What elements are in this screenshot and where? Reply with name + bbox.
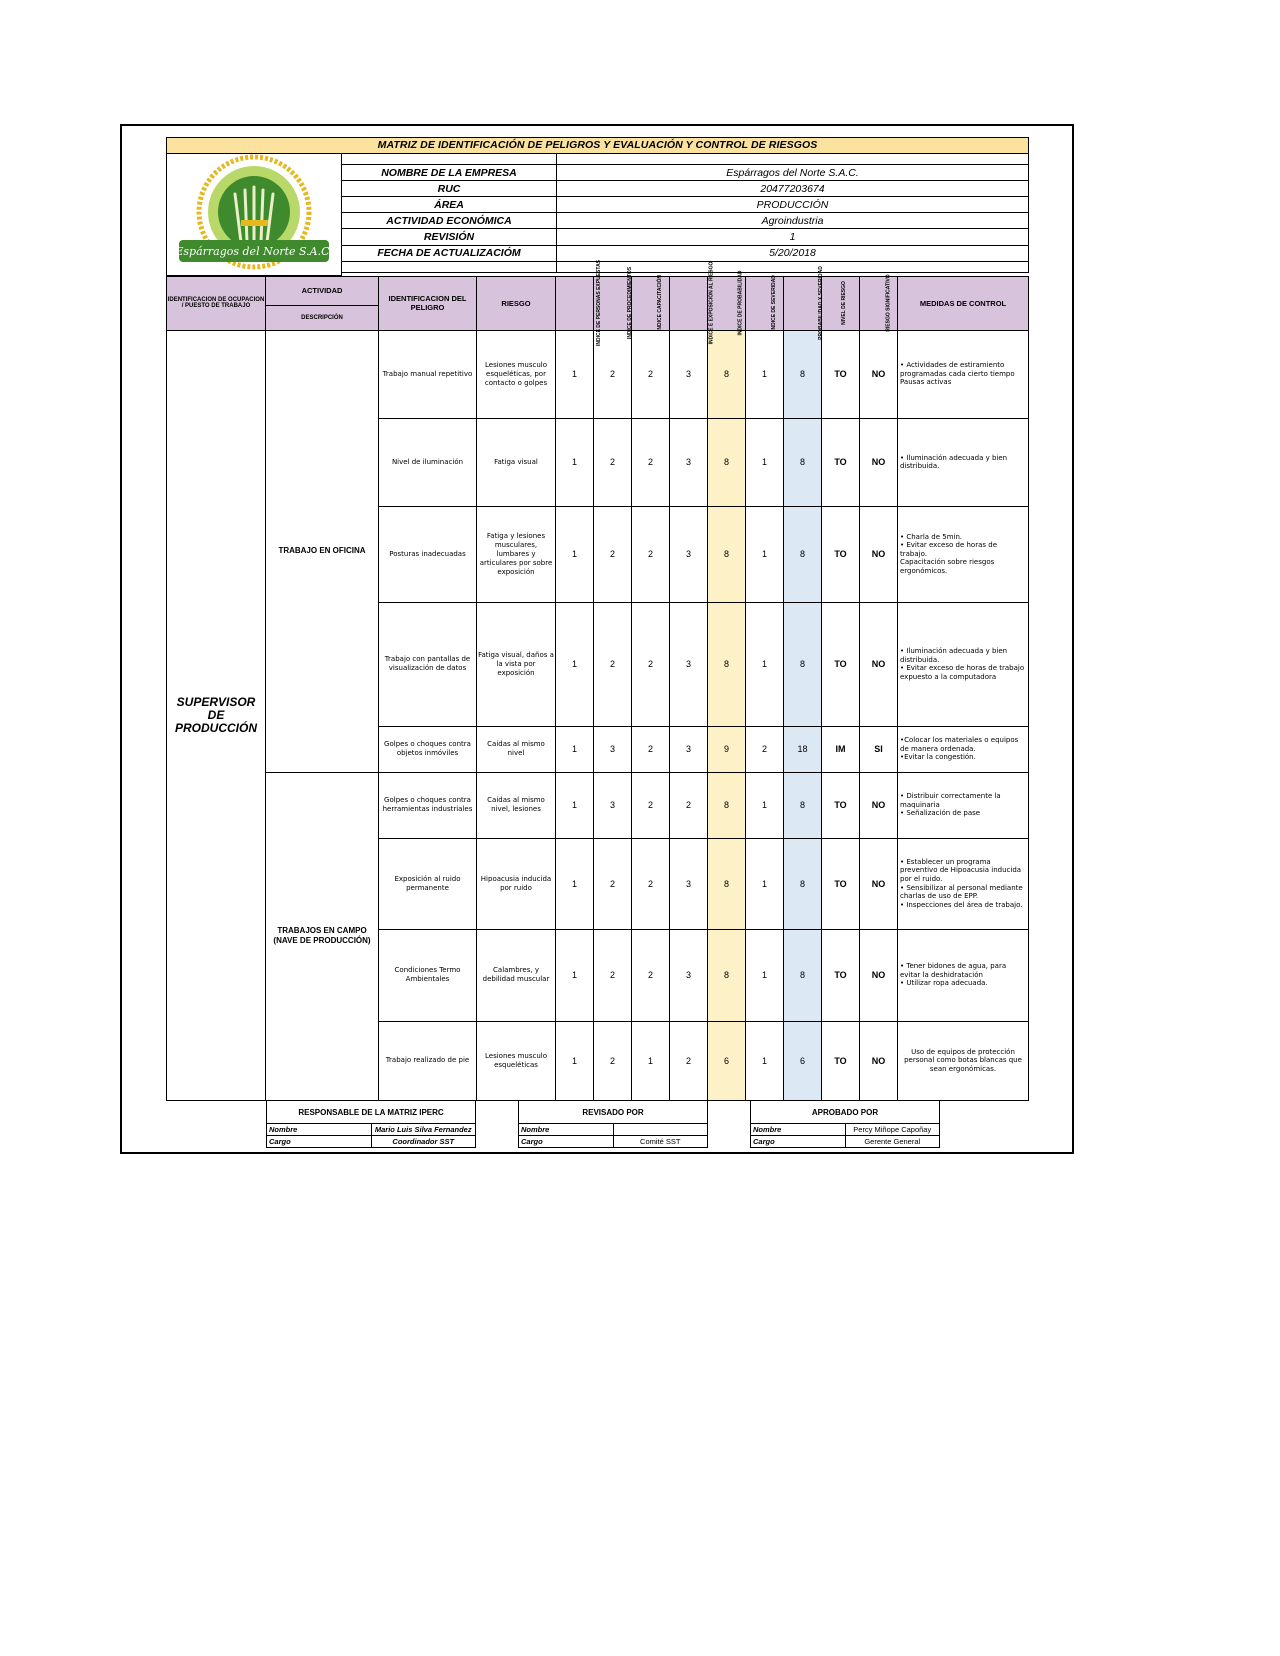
control-measure: • Tener bidones de agua, para evitar la deshidratación xyxy=(900,962,1007,979)
document-title: MATRIZ DE IDENTIFICACIÓN DE PELIGROS Y EVALUACIÓN Y CONTROL DE RIESGOS xyxy=(167,138,1029,154)
exposure-cell: 2 xyxy=(670,1021,708,1100)
procedures-cell: 2 xyxy=(594,506,632,602)
procedures-cell: 3 xyxy=(594,726,632,772)
significant-cell: SI xyxy=(860,726,898,772)
exposure-cell: 2 xyxy=(670,772,708,838)
controls-cell xyxy=(898,772,1029,838)
significant-cell: NO xyxy=(860,330,898,418)
approved-signature xyxy=(750,1100,940,1148)
control-measure: • Iluminación adecuada y bien distribuida. xyxy=(900,646,1008,664)
risk-level-cell: TO xyxy=(822,418,860,506)
control-measure: • Distribuir correctamente la maquinaria xyxy=(900,792,1001,809)
activity-cell: TRABAJOS EN CAMPO (NAVE DE PRODUCCIÓN) xyxy=(266,772,379,1100)
risk-cell: Fatiga y lesiones musculares, lumbares y articulares por sobre exposición xyxy=(477,506,556,602)
responsible-signature xyxy=(266,1100,476,1148)
responsible-role-label: Cargo xyxy=(267,1136,372,1148)
prob-x-sev-cell: 8 xyxy=(784,506,822,602)
col-hazard: IDENTIFICACION DEL PELIGRO xyxy=(379,276,477,330)
risk-level-cell: TO xyxy=(822,602,860,726)
occupation-cell: SUPERVISOR DE PRODUCCIÓN xyxy=(167,330,266,1100)
training-cell: 2 xyxy=(632,602,670,726)
col-procedures: INDICE DE PROCEDIMIENTOS xyxy=(594,276,632,330)
hazard-cell: Trabajo realizado de pie xyxy=(379,1021,477,1100)
col-occupation: IDENTIFICACION DE OCUPACION / PUESTO DE TRABAJO xyxy=(167,276,266,330)
ruc-value: 20477203674 xyxy=(557,181,1029,197)
risk-level-cell: IM xyxy=(822,726,860,772)
control-measure: Pausas activas xyxy=(900,378,952,387)
exposed-persons-cell: 1 xyxy=(556,1021,594,1100)
responsible-role: Coordinador SST xyxy=(371,1136,476,1148)
risk-cell: Caídas al mismo nivel, lesiones xyxy=(477,772,556,838)
reviewed-role-label: Cargo xyxy=(519,1136,614,1148)
responsible-name-label: Nombre xyxy=(267,1124,372,1136)
exposed-persons-cell: 1 xyxy=(556,330,594,418)
significant-cell: NO xyxy=(860,418,898,506)
severity-cell: 1 xyxy=(746,330,784,418)
hazard-cell: Condiciones Termo Ambientales xyxy=(379,929,477,1021)
approved-role-label: Cargo xyxy=(751,1136,846,1148)
probability-cell: 8 xyxy=(708,929,746,1021)
controls-cell xyxy=(898,1021,1029,1100)
risk-level-cell: TO xyxy=(822,1021,860,1100)
control-measure: • Señalización de pase xyxy=(900,809,981,818)
col-activity: ACTIVIDAD xyxy=(266,276,379,305)
training-cell: 2 xyxy=(632,838,670,929)
probability-cell: 8 xyxy=(708,330,746,418)
risk-cell: Lesiones musculo esqueléticas xyxy=(477,1021,556,1100)
risk-level-cell: TO xyxy=(822,506,860,602)
economic-activity-label: ACTIVIDAD ECONÓMICA xyxy=(342,213,557,229)
col-severity: INDICE DE SEVERIDAD xyxy=(746,276,784,330)
hazard-cell: Trabajo manual repetitivo xyxy=(379,330,477,418)
control-measure: •Evitar la congestión. xyxy=(900,753,976,762)
prob-x-sev-cell: 8 xyxy=(784,602,822,726)
significant-cell: NO xyxy=(860,1021,898,1100)
procedures-cell: 2 xyxy=(594,1021,632,1100)
exposure-cell: 3 xyxy=(670,726,708,772)
procedures-cell: 2 xyxy=(594,418,632,506)
risk-level-cell: TO xyxy=(822,929,860,1021)
col-controls: MEDIDAS DE CONTROL xyxy=(898,276,1029,330)
exposure-cell: 3 xyxy=(670,838,708,929)
approved-name-label: Nombre xyxy=(751,1124,846,1136)
prob-x-sev-cell: 8 xyxy=(784,418,822,506)
controls-cell xyxy=(898,506,1029,602)
col-training: INDICE CAPACITACIÓN xyxy=(632,276,670,330)
hazard-cell: Nivel de iluminación xyxy=(379,418,477,506)
reviewed-title: REVISADO POR xyxy=(519,1101,708,1124)
asparagus-logo-icon xyxy=(169,154,339,272)
training-cell: 2 xyxy=(632,330,670,418)
exposure-cell: 3 xyxy=(670,602,708,726)
risk-level-cell: TO xyxy=(822,838,860,929)
reviewed-name-label: Nombre xyxy=(519,1124,614,1136)
exposure-cell: 3 xyxy=(670,418,708,506)
risk-level-cell: TO xyxy=(822,772,860,838)
activity-cell: TRABAJO EN OFICINA xyxy=(266,330,379,772)
control-measure: • Charla de 5min. xyxy=(900,532,963,541)
training-cell: 2 xyxy=(632,726,670,772)
training-cell: 2 xyxy=(632,929,670,1021)
control-measure: • Inspecciones del área de trabajo. xyxy=(900,900,1023,909)
exposed-persons-cell: 1 xyxy=(556,726,594,772)
risk-level-cell: TO xyxy=(822,330,860,418)
procedures-cell: 2 xyxy=(594,929,632,1021)
col-prob-x-sev: PROBABILIDAD X SEVERIDAD xyxy=(784,276,822,330)
probability-cell: 6 xyxy=(708,1021,746,1100)
severity-cell: 1 xyxy=(746,838,784,929)
col-risk: RIESGO xyxy=(477,276,556,330)
update-date-label: FECHA DE ACTUALIZACIÓM xyxy=(342,245,557,261)
company-name-label: NOMBRE DE LA EMPRESA xyxy=(342,164,557,180)
prob-x-sev-cell: 8 xyxy=(784,838,822,929)
prob-x-sev-cell: 8 xyxy=(784,772,822,838)
ruc-label: RUC xyxy=(342,181,557,197)
prob-x-sev-cell: 18 xyxy=(784,726,822,772)
control-measure: • Evitar exceso de horas de trabajo expuesto a la computadora xyxy=(900,664,1025,681)
severity-cell: 1 xyxy=(746,418,784,506)
severity-cell: 2 xyxy=(746,726,784,772)
training-cell: 2 xyxy=(632,772,670,838)
hazard-cell: Posturas inadecuadas xyxy=(379,506,477,602)
risk-cell: Calambres, y debilidad muscular xyxy=(477,929,556,1021)
col-significant: RIESGO SIGNIFICATIVO xyxy=(860,276,898,330)
revision-value: 1 xyxy=(557,229,1029,245)
probability-cell: 8 xyxy=(708,506,746,602)
significant-cell: NO xyxy=(860,602,898,726)
risk-cell: Hipoacusia inducida por ruido xyxy=(477,838,556,929)
exposed-persons-cell: 1 xyxy=(556,929,594,1021)
reviewed-signature xyxy=(518,1100,708,1148)
update-date-value: 5/20/2018 xyxy=(557,245,1029,261)
significant-cell: NO xyxy=(860,506,898,602)
severity-cell: 1 xyxy=(746,1021,784,1100)
control-measure: • Evitar exceso de horas de trabajo. xyxy=(900,541,997,558)
economic-activity-value: Agroindustria xyxy=(557,213,1029,229)
probability-cell: 8 xyxy=(708,418,746,506)
exposed-persons-cell: 1 xyxy=(556,602,594,726)
procedures-cell: 3 xyxy=(594,772,632,838)
revision-label: REVISIÓN xyxy=(342,229,557,245)
company-name-value: Espárragos del Norte S.A.C. xyxy=(557,164,1029,180)
controls-cell xyxy=(898,602,1029,726)
probability-cell: 8 xyxy=(708,772,746,838)
controls-cell xyxy=(898,726,1029,772)
exposed-persons-cell: 1 xyxy=(556,838,594,929)
severity-cell: 1 xyxy=(746,602,784,726)
risk-matrix-table xyxy=(166,260,1029,1101)
controls-cell xyxy=(898,418,1029,506)
control-measure: •Colocar los materiales o equipos de manera ordenada. xyxy=(900,736,1019,753)
table-row xyxy=(167,772,1029,838)
significant-cell: NO xyxy=(860,838,898,929)
prob-x-sev-cell: 8 xyxy=(784,929,822,1021)
significant-cell: NO xyxy=(860,929,898,1021)
logo-text: Espárragos del Norte S.A.C. xyxy=(175,244,333,258)
hazard-cell: Trabajo con pantallas de visualización de datos xyxy=(379,602,477,726)
probability-cell: 8 xyxy=(708,602,746,726)
exposed-persons-cell: 1 xyxy=(556,772,594,838)
responsible-name: Mario Luis Silva Fernandez xyxy=(371,1124,476,1136)
col-exposure: INDICE E EXPOSICIÓN AL RIESGO xyxy=(670,276,708,330)
risk-cell: Lesiones musculo esqueléticas, por contacto o golpes xyxy=(477,330,556,418)
training-cell: 2 xyxy=(632,418,670,506)
company-logo xyxy=(167,153,342,275)
control-measure: Uso de equipos de protección personal como botas blancas que sean ergonómicas. xyxy=(904,1047,1022,1073)
risk-cell: Caídas al mismo nivel xyxy=(477,726,556,772)
probability-cell: 8 xyxy=(708,838,746,929)
probability-cell: 9 xyxy=(708,726,746,772)
exposure-cell: 3 xyxy=(670,506,708,602)
control-measure: • Utilizar ropa adecuada. xyxy=(900,979,988,988)
severity-cell: 1 xyxy=(746,506,784,602)
approved-name: Percy Miñope Capoñay xyxy=(845,1124,940,1136)
procedures-cell: 2 xyxy=(594,330,632,418)
approved-title: APROBADO POR xyxy=(751,1101,940,1124)
control-measure: Capacitación sobre riesgos ergonómicos. xyxy=(900,558,995,575)
hazard-cell: Golpes o choques contra objetos inmóviles xyxy=(379,726,477,772)
exposed-persons-cell: 1 xyxy=(556,506,594,602)
control-measure: • Iluminación adecuada y bien distribuida. xyxy=(900,453,1008,471)
training-cell: 1 xyxy=(632,1021,670,1100)
exposed-persons-cell: 1 xyxy=(556,418,594,506)
control-measure: • Establecer un programa preventivo de Hipoacusia inducida por el ruido. xyxy=(900,857,1022,883)
controls-cell xyxy=(898,838,1029,929)
procedures-cell: 2 xyxy=(594,838,632,929)
header-table xyxy=(166,137,1029,276)
severity-cell: 1 xyxy=(746,929,784,1021)
col-risk-level: NIVEL DE RIESGO xyxy=(822,276,860,330)
significant-cell: NO xyxy=(860,772,898,838)
col-probability: INDICE DE PROBABILIDAD xyxy=(708,276,746,330)
iperc-matrix-sheet xyxy=(166,137,1028,1101)
col-description: DESCRIPCIÓN xyxy=(266,305,379,330)
responsible-title: RESPONSABLE DE LA MATRIZ IPERC xyxy=(267,1101,476,1124)
exposure-cell: 3 xyxy=(670,330,708,418)
risk-cell: Fatiga visual, daños a la vista por exposición xyxy=(477,602,556,726)
severity-cell: 1 xyxy=(746,772,784,838)
prob-x-sev-cell: 8 xyxy=(784,330,822,418)
controls-cell xyxy=(898,929,1029,1021)
control-measure: • Sensibilizar al personal mediante charlas de uso de EPP. xyxy=(900,883,1023,901)
area-value: PRODUCCIÓN xyxy=(557,197,1029,213)
reviewed-name xyxy=(613,1124,708,1136)
prob-x-sev-cell: 6 xyxy=(784,1021,822,1100)
controls-cell xyxy=(898,330,1029,418)
hazard-cell: Golpes o choques contra herramientas industriales xyxy=(379,772,477,838)
reviewed-role: Comité SST xyxy=(613,1136,708,1148)
control-measure: • Actividades de estiramiento programadas cada cierto tiempo xyxy=(900,361,1015,378)
hazard-cell: Exposición al ruido permanente xyxy=(379,838,477,929)
risk-cell: Fatiga visual xyxy=(477,418,556,506)
exposure-cell: 3 xyxy=(670,929,708,1021)
approved-role: Gerente General xyxy=(845,1136,940,1148)
area-label: ÁREA xyxy=(342,197,557,213)
procedures-cell: 2 xyxy=(594,602,632,726)
col-exposed-persons: INDICE DE PERSONAS EXPUESTAS xyxy=(556,276,594,330)
training-cell: 2 xyxy=(632,506,670,602)
